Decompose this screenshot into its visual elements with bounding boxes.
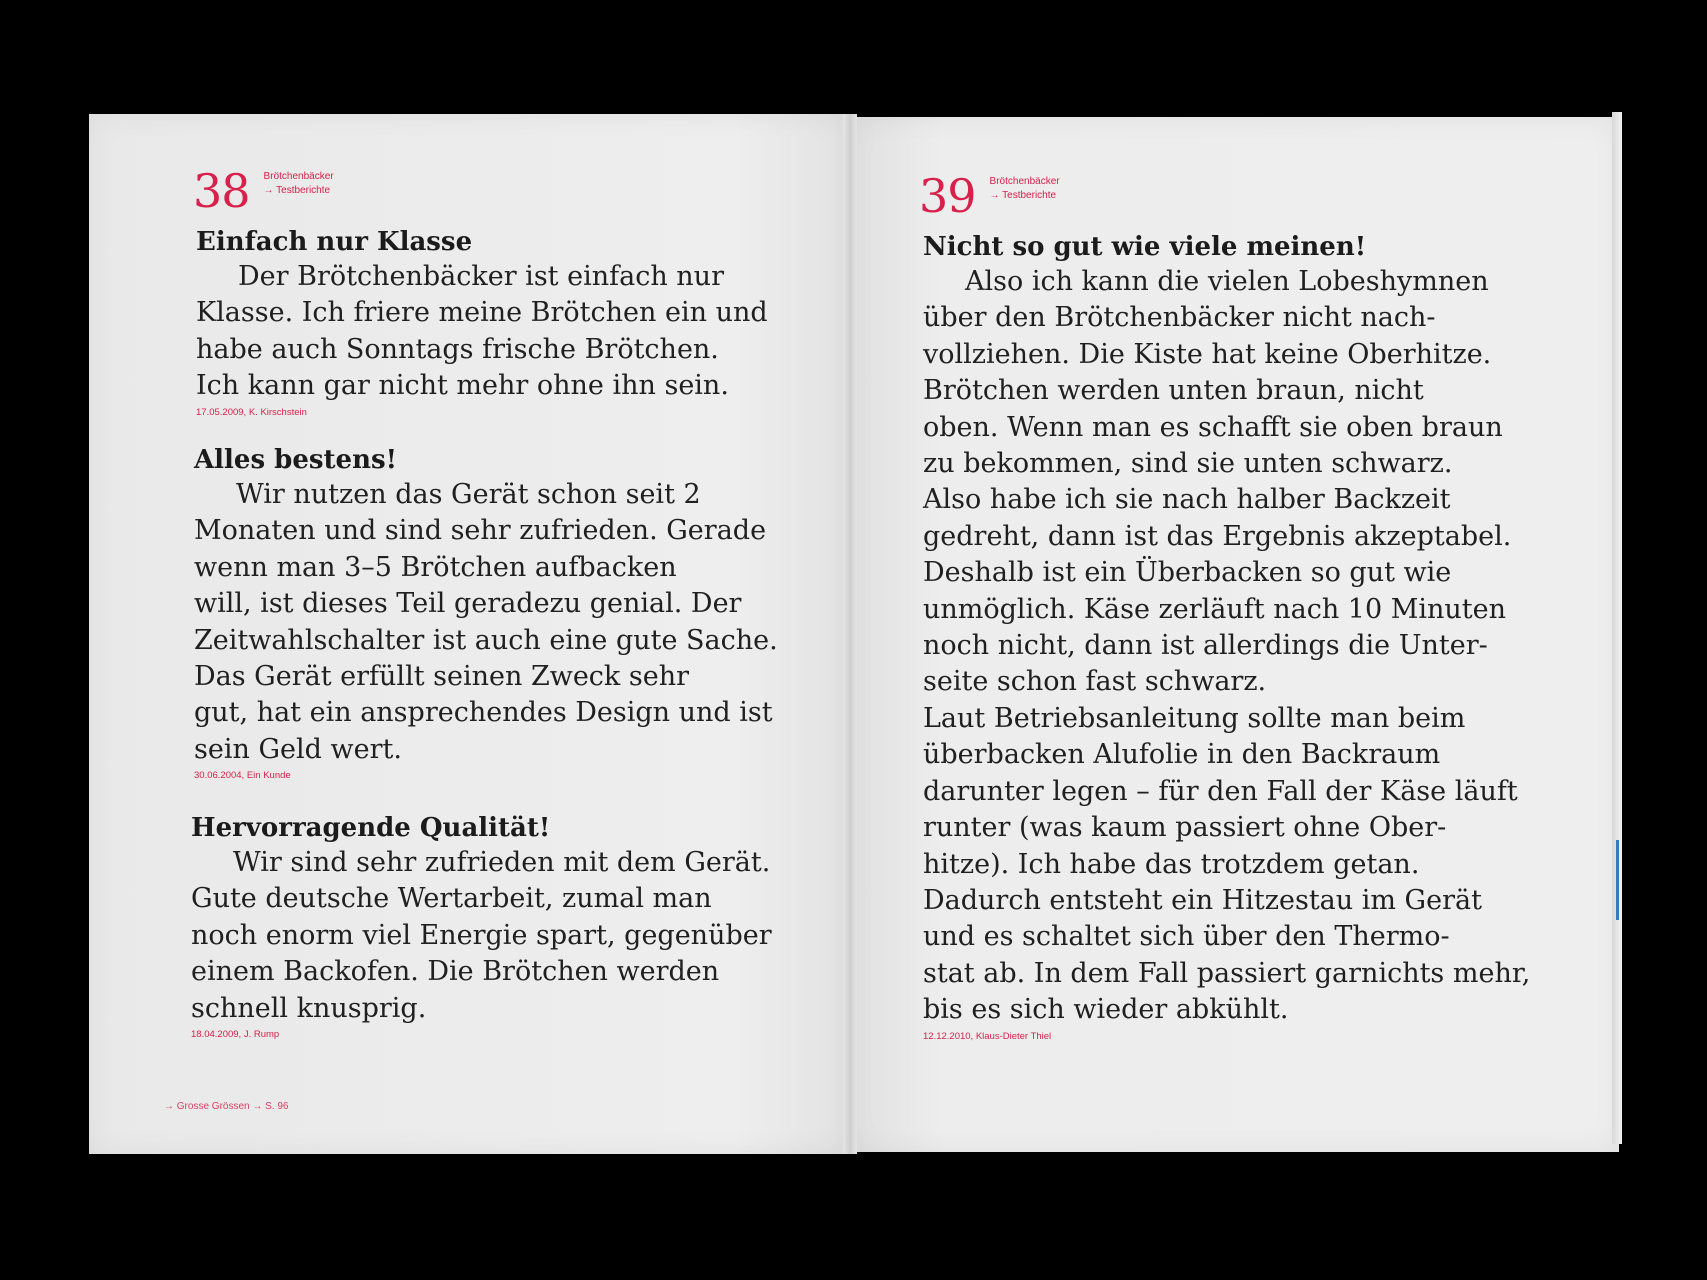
review-line: Gute deutsche Wertarbeit, zumal man bbox=[191, 883, 712, 915]
review-line: oben. Wenn man es schafft sie oben braun bbox=[923, 411, 1503, 443]
review-line: Monaten und sind sehr zufrieden. Gerade bbox=[194, 515, 767, 547]
blue-edge-mark bbox=[1616, 840, 1619, 920]
review-body bbox=[196, 259, 768, 405]
review-line: gut, hat ein ansprechendes Design und ist bbox=[194, 697, 773, 729]
section-label bbox=[264, 170, 334, 198]
review-line: zu bekommen, sind sie unten schwarz. bbox=[923, 448, 1453, 480]
review-line: Das Gerät erfüllt seinen Zweck sehr bbox=[194, 661, 689, 693]
review-author: Klaus-Dieter Thiel bbox=[975, 1030, 1052, 1042]
review-line: Zeitwahlschalter ist auch eine gute Sache. bbox=[194, 624, 778, 656]
review-title: Hervorragende Qualität! bbox=[191, 813, 551, 843]
review-author: J. Rump bbox=[243, 1029, 280, 1041]
review-line: schnell knusprig. bbox=[191, 992, 427, 1024]
review-line: Dadurch entsteht ein Hitzestau im Gerät bbox=[923, 884, 1482, 916]
review-line: seite schon fast schwarz. bbox=[923, 666, 1267, 698]
review-line: wenn man 3–5 Brötchen aufbacken bbox=[194, 551, 677, 583]
review-date: 30.06.2004, bbox=[194, 770, 245, 782]
review-author: Ein Kunde bbox=[246, 770, 291, 782]
right-page-header bbox=[919, 169, 1060, 223]
page-edge bbox=[1612, 112, 1622, 1144]
review-date: 17.05.2009, bbox=[196, 406, 247, 418]
review-meta bbox=[923, 1031, 1530, 1042]
review-line: noch enorm viel Energie spart, gegenüber bbox=[191, 919, 772, 951]
review bbox=[923, 230, 1530, 1042]
section-subtitle: → Testberichte bbox=[263, 185, 331, 196]
review-line: will, ist dieses Teil geradezu genial. Der bbox=[194, 588, 742, 620]
review-line: darunter legen – für den Fall der Käse läuft bbox=[923, 775, 1518, 807]
review-line: Deshalb ist ein Überbacken so gut wie bbox=[923, 557, 1452, 589]
review-line: Also habe ich sie nach halber Backzeit bbox=[923, 484, 1451, 516]
review-meta bbox=[194, 770, 778, 781]
review-line: sein Geld wert. bbox=[194, 733, 402, 765]
review-line: stat ab. In dem Fall passiert garnichts mehr, bbox=[923, 957, 1531, 989]
review-body bbox=[923, 264, 1530, 1029]
section-subtitle: → Testberichte bbox=[989, 190, 1057, 201]
review-line: unmöglich. Käse zerläuft nach 10 Minuten bbox=[923, 593, 1507, 625]
review-line: hitze). Ich habe das trotzdem getan. bbox=[923, 848, 1420, 880]
review-date: 12.12.2010, bbox=[923, 1030, 974, 1042]
review-line: Der Brötchenbäcker ist einfach nur bbox=[238, 261, 724, 292]
review-line: und es schaltet sich über den Thermo- bbox=[923, 921, 1450, 953]
review bbox=[191, 811, 772, 1040]
review-line: Also ich kann die vielen Lobeshymnen bbox=[965, 266, 1489, 297]
review-line: Laut Betriebsanleitung sollte man beim bbox=[923, 702, 1466, 734]
section-label bbox=[990, 175, 1060, 203]
review-date: 18.04.2009, bbox=[191, 1029, 242, 1041]
section-title: Brötchenbäcker bbox=[989, 176, 1060, 187]
footer-cross-reference[interactable]: → Grosse Grössen → S. 96 bbox=[164, 1101, 289, 1112]
review-line: einem Backofen. Die Brötchen werden bbox=[191, 956, 720, 988]
review-line: vollziehen. Die Kiste hat keine Oberhitze. bbox=[923, 338, 1492, 370]
review-line: gedreht, dann ist das Ergebnis akzeptabel. bbox=[923, 520, 1512, 552]
review-line: überbacken Alufolie in den Backraum bbox=[923, 739, 1441, 771]
review-line: über den Brötchenbäcker nicht nach- bbox=[923, 302, 1436, 334]
review-title: Alles bestens! bbox=[194, 445, 398, 475]
section-title: Brötchenbäcker bbox=[263, 171, 334, 182]
review-meta bbox=[191, 1029, 772, 1040]
review-line: Klasse. Ich friere meine Brötchen ein und bbox=[196, 297, 768, 329]
review-meta bbox=[196, 407, 768, 418]
page-number: 38 bbox=[193, 164, 250, 218]
review-line: habe auch Sonntags frische Brötchen. bbox=[196, 333, 719, 365]
review-line: bis es sich wieder abkühlt. bbox=[923, 994, 1289, 1026]
review bbox=[194, 443, 778, 781]
review-line: noch nicht, dann ist allerdings die Unter- bbox=[923, 630, 1488, 662]
review-line: runter (was kaum passiert ohne Ober- bbox=[923, 812, 1447, 844]
page-number: 39 bbox=[919, 169, 976, 223]
review-line: Ich kann gar nicht mehr ohne ihn sein. bbox=[196, 370, 729, 402]
review bbox=[196, 225, 768, 418]
review-line: Wir sind sehr zufrieden mit dem Gerät. bbox=[233, 847, 771, 878]
left-page-header bbox=[193, 164, 334, 218]
review-line: Wir nutzen das Gerät schon seit 2 bbox=[236, 479, 701, 510]
gutter bbox=[843, 114, 857, 1154]
review-title: Nicht so gut wie viele meinen! bbox=[923, 232, 1367, 262]
review-author: K. Kirschstein bbox=[248, 406, 307, 418]
review-body bbox=[191, 845, 772, 1027]
review-body bbox=[194, 477, 778, 768]
review-line: Brötchen werden unten braun, nicht bbox=[923, 375, 1424, 407]
review-title: Einfach nur Klasse bbox=[196, 227, 473, 257]
